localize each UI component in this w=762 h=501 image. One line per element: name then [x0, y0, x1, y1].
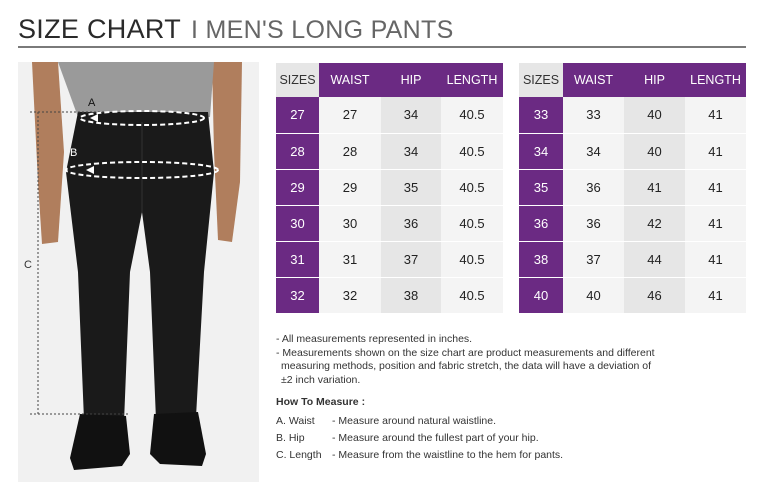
table-row	[519, 205, 746, 241]
size-table-left	[276, 63, 503, 314]
length-cell: 41	[685, 169, 746, 205]
length-cell: 41	[685, 205, 746, 241]
how-to-measure-list	[276, 412, 563, 463]
length-cell: 40.5	[441, 133, 503, 169]
hip-cell: 34	[381, 133, 441, 169]
left-arm	[32, 62, 64, 244]
header-divider	[18, 46, 746, 48]
length-cell: 40.5	[441, 205, 503, 241]
length-cell: 40.5	[441, 169, 503, 205]
waist-cell: 28	[319, 133, 381, 169]
waist-cell: 34	[563, 133, 624, 169]
col-header-length: LENGTH	[441, 63, 503, 97]
size-cell: 33	[519, 97, 563, 133]
col-header-waist: WAIST	[319, 63, 381, 97]
table-row	[276, 133, 503, 169]
size-cell: 35	[519, 169, 563, 205]
measurement-notes	[276, 333, 655, 387]
col-header-length: LENGTH	[685, 63, 746, 97]
hip-cell: 41	[624, 169, 685, 205]
hip-cell: 38	[381, 277, 441, 313]
shirt	[58, 62, 214, 117]
col-header-sizes: SIZES	[276, 63, 319, 97]
how-to-label: C. Length	[276, 448, 322, 461]
label-c: C	[24, 259, 32, 271]
col-header-hip: HIP	[381, 63, 441, 97]
col-header-waist: WAIST	[563, 63, 624, 97]
list-item	[276, 429, 563, 446]
page-subtitle: I MEN'S LONG PANTS	[191, 16, 454, 44]
size-cell: 27	[276, 97, 319, 133]
note-line: - All measurements represented in inches.	[276, 333, 473, 345]
table-row	[519, 169, 746, 205]
how-to-description: - Measure around the fullest part of your hip.	[332, 431, 539, 444]
page-title: SIZE CHART	[18, 14, 182, 44]
hip-cell: 46	[624, 277, 685, 313]
size-cell: 30	[276, 205, 319, 241]
size-cell: 28	[276, 133, 319, 169]
pants	[66, 112, 214, 422]
size-table-right	[519, 63, 746, 314]
hip-cell: 40	[624, 133, 685, 169]
table-header-row	[276, 63, 503, 97]
note-line: ±2 inch variation.	[281, 373, 361, 386]
size-cell: 29	[276, 169, 319, 205]
table-row	[276, 205, 503, 241]
table-row	[519, 277, 746, 313]
size-cell: 36	[519, 205, 563, 241]
right-shoe	[150, 412, 206, 466]
table-row	[519, 97, 746, 133]
how-to-description: - Measure from the waistline to the hem for pants.	[332, 448, 564, 461]
hip-cell: 35	[381, 169, 441, 205]
table-row	[276, 97, 503, 133]
waist-cell: 31	[319, 241, 381, 277]
waist-cell: 36	[563, 169, 624, 205]
col-header-hip: HIP	[624, 63, 685, 97]
note-line: measuring methods, position and fabric stretch, the data will have a deviation of	[281, 360, 652, 372]
col-header-sizes: SIZES	[519, 63, 563, 97]
left-shoe	[70, 414, 130, 470]
waist-cell: 27	[319, 97, 381, 133]
size-cell: 31	[276, 241, 319, 277]
hip-cell: 44	[624, 241, 685, 277]
pants-illustration	[18, 62, 259, 482]
size-cell: 32	[276, 277, 319, 313]
length-cell: 41	[685, 241, 746, 277]
table-row	[276, 241, 503, 277]
how-to-measure-title: How To Measure :	[276, 396, 366, 408]
length-cell: 41	[685, 277, 746, 313]
length-cell: 41	[685, 97, 746, 133]
list-item	[276, 412, 563, 429]
hip-cell: 34	[381, 97, 441, 133]
length-cell: 40.5	[441, 277, 503, 313]
label-a: A	[88, 97, 96, 109]
size-cell: 38	[519, 241, 563, 277]
length-cell: 41	[685, 133, 746, 169]
table-row	[519, 133, 746, 169]
label-b: B	[70, 147, 78, 159]
waist-cell: 29	[319, 169, 381, 205]
hip-cell: 42	[624, 205, 685, 241]
how-to-label: B. Hip	[276, 431, 305, 444]
table-header-row	[519, 63, 746, 97]
table-row	[276, 169, 503, 205]
right-arm	[212, 62, 242, 242]
size-cell: 34	[519, 133, 563, 169]
length-cell: 40.5	[441, 97, 503, 133]
note-line: - Measurements shown on the size chart are product measurements and different	[276, 346, 655, 359]
hip-cell: 40	[624, 97, 685, 133]
table-row	[519, 241, 746, 277]
how-to-description: - Measure around natural waistline.	[332, 414, 497, 427]
table-row	[276, 277, 503, 313]
waist-cell: 32	[319, 277, 381, 313]
length-cell: 40.5	[441, 241, 503, 277]
model-photo	[18, 62, 259, 482]
waist-cell: 36	[563, 205, 624, 241]
waist-cell: 33	[563, 97, 624, 133]
list-item	[276, 446, 563, 463]
waist-cell: 37	[563, 241, 624, 277]
waist-cell: 40	[563, 277, 624, 313]
hip-cell: 37	[381, 241, 441, 277]
size-cell: 40	[519, 277, 563, 313]
size-chart-header	[18, 14, 454, 44]
hip-cell: 36	[381, 205, 441, 241]
waist-cell: 30	[319, 205, 381, 241]
how-to-label: A. Waist	[276, 414, 315, 427]
